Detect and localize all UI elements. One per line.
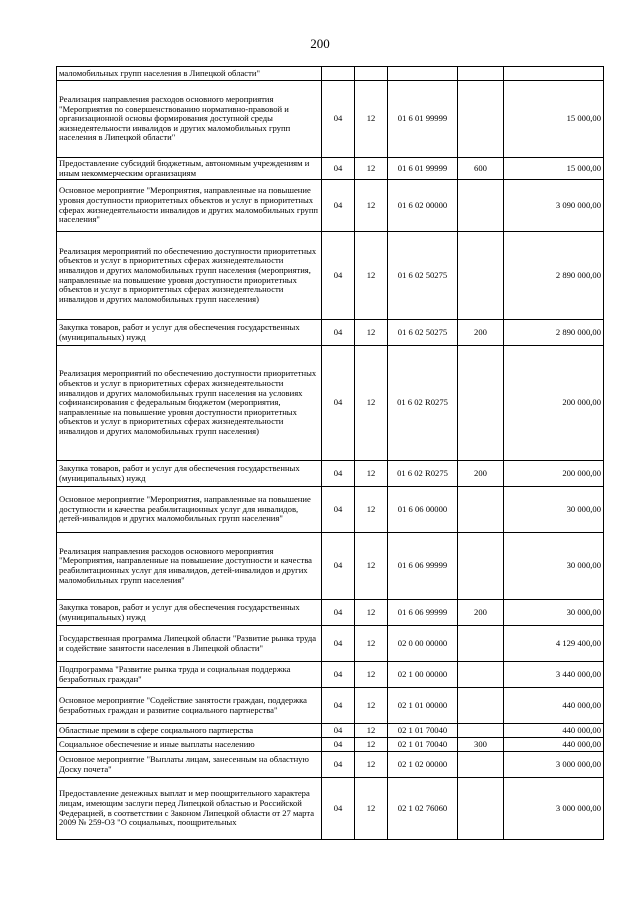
cell-amount: 3 090 000,00 — [504, 180, 604, 232]
cell-section: 04 — [322, 487, 355, 533]
budget-table-body — [57, 67, 604, 840]
cell-name: Государственная программа Липецкой области "Развитие рынка труда и содействие занятости населения в Липецкой области" — [57, 626, 322, 662]
cell-target-article: 01 6 02 R0275 — [388, 346, 458, 461]
cell-expense-type: 200 — [458, 320, 504, 346]
cell-amount: 3 000 000,00 — [504, 778, 604, 840]
table-row — [57, 346, 604, 461]
table-row — [57, 81, 604, 158]
cell-name: маломобильных групп населения в Липецкой области" — [57, 67, 322, 81]
cell-target-article: 02 0 00 00000 — [388, 626, 458, 662]
cell-section: 04 — [322, 688, 355, 724]
table-row — [57, 232, 604, 320]
cell-section: 04 — [322, 600, 355, 626]
cell-expense-type — [458, 232, 504, 320]
cell-name: Основное мероприятие "Содействие занятости граждан, поддержка безработных граждан и развитие социального партнерства" — [57, 688, 322, 724]
cell-subsection: 12 — [355, 752, 388, 778]
cell-amount: 30 000,00 — [504, 487, 604, 533]
cell-amount: 200 000,00 — [504, 346, 604, 461]
cell-subsection: 12 — [355, 180, 388, 232]
table-row — [57, 320, 604, 346]
cell-target-article: 02 1 01 00000 — [388, 688, 458, 724]
cell-subsection: 12 — [355, 320, 388, 346]
cell-expense-type — [458, 724, 504, 738]
cell-section: 04 — [322, 533, 355, 600]
cell-expense-type: 600 — [458, 158, 504, 180]
cell-target-article: 01 6 02 00000 — [388, 180, 458, 232]
cell-expense-type — [458, 752, 504, 778]
table-row — [57, 738, 604, 752]
table-row — [57, 626, 604, 662]
cell-name: Предоставление субсидий бюджетным, автономным учреждениям и иным некоммерческим организациям — [57, 158, 322, 180]
table-row — [57, 752, 604, 778]
cell-target-article: 02 1 01 70040 — [388, 738, 458, 752]
cell-section: 04 — [322, 461, 355, 487]
cell-target-article: 02 1 02 00000 — [388, 752, 458, 778]
table-row — [57, 600, 604, 626]
cell-subsection: 12 — [355, 346, 388, 461]
cell-expense-type — [458, 180, 504, 232]
cell-section — [322, 67, 355, 81]
cell-section: 04 — [322, 180, 355, 232]
cell-name: Закупка товаров, работ и услуг для обеспечения государственных (муниципальных) нужд — [57, 600, 322, 626]
cell-subsection: 12 — [355, 738, 388, 752]
cell-name: Реализация направления расходов основного мероприятия "Мероприятия, направленные на повышение доступности и качества реабилитационных услуг для инвалидов, детей-инвалидов и других маломобильных групп населения" — [57, 533, 322, 600]
cell-target-article: 02 1 00 00000 — [388, 662, 458, 688]
cell-amount: 4 129 400,00 — [504, 626, 604, 662]
cell-subsection — [355, 67, 388, 81]
cell-expense-type: 200 — [458, 461, 504, 487]
cell-amount: 3 000 000,00 — [504, 752, 604, 778]
cell-section: 04 — [322, 752, 355, 778]
cell-amount — [504, 67, 604, 81]
cell-target-article: 01 6 02 R0275 — [388, 461, 458, 487]
cell-section: 04 — [322, 662, 355, 688]
cell-target-article — [388, 67, 458, 81]
cell-amount: 200 000,00 — [504, 461, 604, 487]
cell-amount: 30 000,00 — [504, 533, 604, 600]
cell-subsection: 12 — [355, 461, 388, 487]
cell-subsection: 12 — [355, 533, 388, 600]
cell-name: Закупка товаров, работ и услуг для обеспечения государственных (муниципальных) нужд — [57, 320, 322, 346]
cell-subsection: 12 — [355, 487, 388, 533]
table-row — [57, 67, 604, 81]
cell-subsection: 12 — [355, 724, 388, 738]
page-number: 200 — [310, 36, 330, 51]
cell-subsection: 12 — [355, 662, 388, 688]
cell-section: 04 — [322, 346, 355, 461]
cell-target-article: 01 6 06 99999 — [388, 533, 458, 600]
cell-expense-type — [458, 662, 504, 688]
cell-expense-type: 200 — [458, 600, 504, 626]
cell-name: Закупка товаров, работ и услуг для обеспечения государственных (муниципальных) нужд — [57, 461, 322, 487]
table-row — [57, 180, 604, 232]
cell-expense-type — [458, 81, 504, 158]
cell-expense-type: 300 — [458, 738, 504, 752]
cell-amount: 440 000,00 — [504, 724, 604, 738]
cell-amount: 440 000,00 — [504, 738, 604, 752]
cell-target-article: 01 6 01 99999 — [388, 158, 458, 180]
cell-amount: 15 000,00 — [504, 81, 604, 158]
cell-amount: 30 000,00 — [504, 600, 604, 626]
cell-expense-type — [458, 626, 504, 662]
table-row — [57, 662, 604, 688]
budget-table — [56, 66, 604, 840]
cell-subsection: 12 — [355, 626, 388, 662]
cell-subsection: 12 — [355, 688, 388, 724]
cell-subsection: 12 — [355, 232, 388, 320]
cell-subsection: 12 — [355, 778, 388, 840]
cell-target-article: 01 6 02 50275 — [388, 232, 458, 320]
cell-target-article: 01 6 06 00000 — [388, 487, 458, 533]
cell-section: 04 — [322, 778, 355, 840]
cell-subsection: 12 — [355, 81, 388, 158]
cell-target-article: 01 6 06 99999 — [388, 600, 458, 626]
cell-name: Социальное обеспечение и иные выплаты населению — [57, 738, 322, 752]
cell-section: 04 — [322, 738, 355, 752]
cell-target-article: 02 1 01 70040 — [388, 724, 458, 738]
cell-amount: 15 000,00 — [504, 158, 604, 180]
cell-section: 04 — [322, 81, 355, 158]
cell-section: 04 — [322, 232, 355, 320]
cell-expense-type — [458, 688, 504, 724]
table-row — [57, 158, 604, 180]
cell-name: Реализация мероприятий по обеспечению доступности приоритетных объектов и услуг в приоритетных сферах жизнедеятельности инвалидов и других маломобильных групп населения (мероприятия, направленные на повышение уровня доступности приоритетных объектов и услуг в приоритетных сферах жизнедеятельности инвалидов и других маломобильных групп населения) — [57, 232, 322, 320]
table-row — [57, 724, 604, 738]
cell-amount: 2 890 000,00 — [504, 320, 604, 346]
cell-target-article: 01 6 02 50275 — [388, 320, 458, 346]
cell-name: Реализация направления расходов основного мероприятия "Мероприятия по совершенствованию нормативно-правовой и организационной основы формирования доступной среды жизнедеятельности инвалидов и других маломобильных групп населения в Липецкой области" — [57, 81, 322, 158]
cell-section: 04 — [322, 724, 355, 738]
cell-section: 04 — [322, 626, 355, 662]
cell-name: Реализация мероприятий по обеспечению доступности приоритетных объектов и услуг в приоритетных сферах жизнедеятельности инвалидов и других маломобильных групп населения на условиях софинансирования с федеральным бюджетом (мероприятия, направленные на повышение уровня доступности приоритетных объектов и услуг в приоритетных сферах жизнедеятельности инвалидов и других маломобильных групп населения) — [57, 346, 322, 461]
cell-name: Основное мероприятие "Мероприятия, направленные на повышение уровня доступности приоритетных объектов и услуг в приоритетных сферах жизнедеятельности инвалидов и других маломобильных групп населения" — [57, 180, 322, 232]
cell-expense-type — [458, 778, 504, 840]
cell-subsection: 12 — [355, 158, 388, 180]
table-row — [57, 688, 604, 724]
cell-name: Областные премии в сфере социального партнерства — [57, 724, 322, 738]
cell-name: Основное мероприятие "Выплаты лицам, занесенным на областную Доску почета" — [57, 752, 322, 778]
cell-expense-type — [458, 346, 504, 461]
table-row — [57, 487, 604, 533]
cell-amount: 2 890 000,00 — [504, 232, 604, 320]
cell-expense-type — [458, 67, 504, 81]
cell-name: Подпрограмма "Развитие рынка труда и социальная поддержка безработных граждан" — [57, 662, 322, 688]
cell-expense-type — [458, 487, 504, 533]
table-row — [57, 533, 604, 600]
cell-amount: 440 000,00 — [504, 688, 604, 724]
table-row — [57, 461, 604, 487]
cell-name: Основное мероприятие "Мероприятия, направленные на повышение доступности и качества реабилитационных услуг для инвалидов, детей-инвалидов и других маломобильных групп населения" — [57, 487, 322, 533]
cell-expense-type — [458, 533, 504, 600]
cell-name: Предоставление денежных выплат и мер поощрительного характера лицам, имеющим заслуги перед Липецкой областью и Российской Федерацией, в соответствии с Законом Липецкой области от 27 марта 2009 № 259-ОЗ "О социальных, поощрительных — [57, 778, 322, 840]
cell-section: 04 — [322, 320, 355, 346]
cell-target-article: 02 1 02 76060 — [388, 778, 458, 840]
table-row — [57, 778, 604, 840]
cell-subsection: 12 — [355, 600, 388, 626]
cell-section: 04 — [322, 158, 355, 180]
cell-amount: 3 440 000,00 — [504, 662, 604, 688]
cell-target-article: 01 6 01 99999 — [388, 81, 458, 158]
